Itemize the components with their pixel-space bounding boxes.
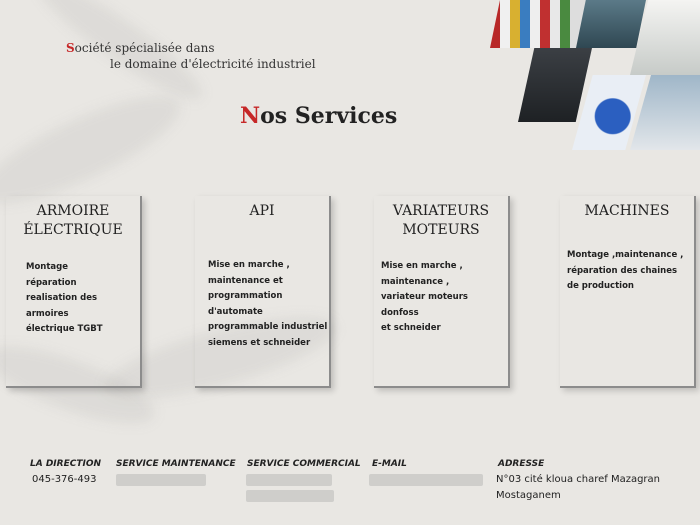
page-title <box>240 103 397 129</box>
company-tagline <box>66 40 316 72</box>
service-title: API <box>249 203 275 219</box>
service-card-variateurs <box>374 196 510 388</box>
tagline-line2: le domaine d'électricité industriel <box>110 57 316 71</box>
control-cabinet-photo <box>576 0 646 48</box>
tagline-line1: ociété spécialisée dans <box>74 41 215 55</box>
service-title: VARIATEURS MOTEURS <box>392 203 490 238</box>
redacted-email <box>369 474 483 486</box>
variable-drive-photo <box>518 48 592 122</box>
maintenance-label: SERVICE MAINTENANCE <box>116 459 236 469</box>
service-title: MACHINES <box>584 203 670 219</box>
email-label: E-MAIL <box>372 459 407 469</box>
title-rest: os Services <box>260 103 398 129</box>
service-description: Mise en marche , maintenance , variateur moteurs donfoss et schneider <box>381 261 468 333</box>
address-line2: Mostaganem <box>496 490 561 501</box>
commercial-label: SERVICE COMMERCIAL <box>247 459 361 469</box>
service-description: Mise en marche , maintenance et programmation d'automate programmable industriel siemens et schneider <box>208 260 328 348</box>
tagline-initial: S <box>66 41 75 55</box>
address-label: ADRESSE <box>498 459 545 469</box>
service-title: ARMOIRE ÉLECTRIQUE <box>23 203 123 238</box>
service-description: Montage ,maintenance , réparation des chaines de production <box>567 250 684 291</box>
service-card-machines <box>560 196 696 388</box>
direction-phone[interactable]: 045-376-493 <box>32 474 97 485</box>
address-line1: N°03 cité kloua charef Mazagran <box>496 474 661 485</box>
service-card-armoire <box>6 196 142 388</box>
service-card-api <box>195 196 331 388</box>
direction-label: LA DIRECTION <box>30 459 102 469</box>
service-description: Montage réparation realisation des armoires électrique TGBT <box>26 262 103 334</box>
redacted-commercial-phone <box>246 490 334 502</box>
photo-collage <box>490 0 700 155</box>
electrical-panel-photo <box>490 0 590 48</box>
title-initial: N <box>240 103 261 129</box>
redacted-maintenance-phone <box>116 474 206 486</box>
redacted-commercial-phone <box>246 474 332 486</box>
